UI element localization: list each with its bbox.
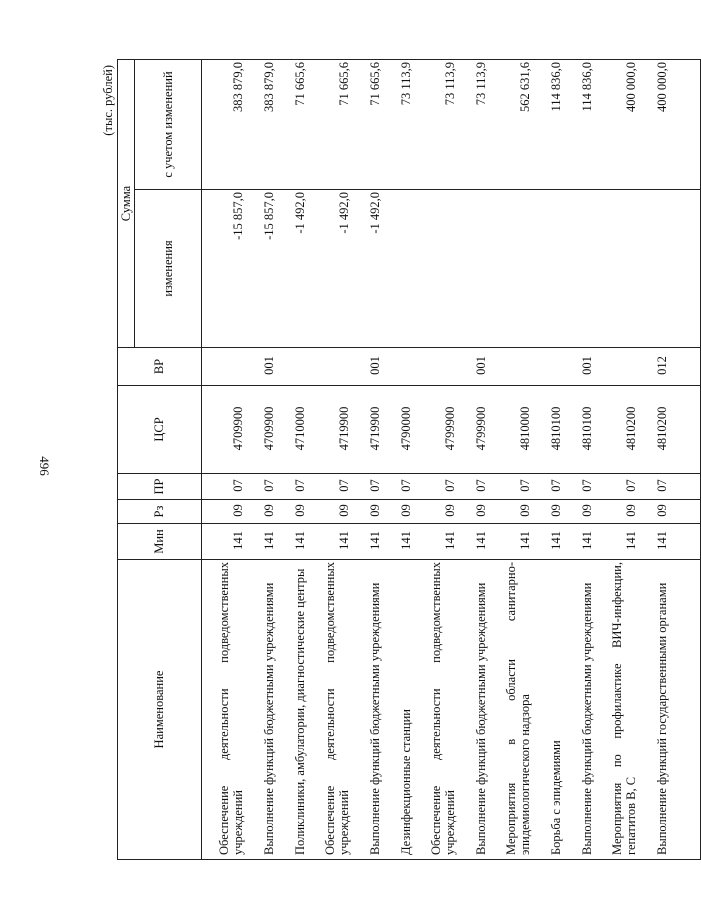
row-name: Поликлиники, амбулатории, диагностические центры (277, 560, 308, 860)
row-min: 141 (564, 524, 595, 560)
filler-cell (670, 560, 701, 860)
row-rz: 09 (458, 500, 489, 524)
row-pr: 07 (277, 474, 308, 500)
filler-cell (670, 348, 701, 386)
row-rz: 09 (414, 500, 458, 524)
table-row (458, 60, 489, 860)
row-rz: 09 (489, 500, 533, 524)
row-change (533, 190, 564, 348)
row-rz: 09 (533, 500, 564, 524)
row-name: Мероприятия в области санитарно-эпидемиологического надзора (489, 560, 533, 860)
row-name: Выполнение функций бюджетными учреждениями (458, 560, 489, 860)
row-min: 141 (639, 524, 670, 560)
row-name: Выполнение функций бюджетными учреждениями (564, 560, 595, 860)
row-min: 141 (533, 524, 564, 560)
header-csr: ЦСР (118, 386, 202, 474)
filler-cell (670, 500, 701, 524)
row-csr: 4710000 (277, 386, 308, 474)
rotated-table-page (100, 60, 670, 860)
row-vr (595, 348, 639, 386)
row-csr: 4810200 (595, 386, 639, 474)
row-min: 141 (489, 524, 533, 560)
budget-table (117, 59, 701, 860)
row-vr (202, 348, 246, 386)
row-min: 141 (458, 524, 489, 560)
row-name: Борьба с эпидемиями (533, 560, 564, 860)
row-change: -1 492,0 (277, 190, 308, 348)
row-change: -1 492,0 (308, 190, 352, 348)
row-csr: 4709900 (202, 386, 246, 474)
table-row (533, 60, 564, 860)
row-pr: 07 (352, 474, 383, 500)
row-change: -15 857,0 (202, 190, 246, 348)
row-rz: 09 (383, 500, 414, 524)
row-name: Мероприятия по профилактике ВИЧ-инфекции, гепатитов В, С (595, 560, 639, 860)
row-csr: 4719900 (352, 386, 383, 474)
row-min: 141 (595, 524, 639, 560)
row-rz: 09 (564, 500, 595, 524)
filler-cell (670, 190, 701, 348)
row-with-change: 400 000,0 (595, 60, 639, 190)
row-with-change: 71 665,6 (308, 60, 352, 190)
row-with-change: 114 836,0 (564, 60, 595, 190)
row-name: Обеспечение деятельности подведомственных учреждений (202, 560, 246, 860)
row-change (564, 190, 595, 348)
row-change (595, 190, 639, 348)
row-vr (414, 348, 458, 386)
row-rz: 09 (277, 500, 308, 524)
row-rz: 09 (202, 500, 246, 524)
header-pr: ПР (118, 474, 202, 500)
filler-cell (670, 474, 701, 500)
row-min: 141 (383, 524, 414, 560)
unit-caption: (тыс. рублей) (101, 65, 115, 136)
row-vr: 012 (639, 348, 670, 386)
row-vr (308, 348, 352, 386)
row-pr: 07 (383, 474, 414, 500)
row-min: 141 (308, 524, 352, 560)
table-body (202, 60, 701, 860)
table-row (383, 60, 414, 860)
row-change (414, 190, 458, 348)
row-vr: 001 (458, 348, 489, 386)
row-csr: 4810000 (489, 386, 533, 474)
header-row-1 (118, 60, 135, 860)
header-name: Наименование (118, 560, 202, 860)
table-row (246, 60, 277, 860)
row-with-change: 400 000,0 (639, 60, 670, 190)
row-vr (383, 348, 414, 386)
row-rz: 09 (352, 500, 383, 524)
row-with-change: 73 113,9 (458, 60, 489, 190)
row-csr: 4719900 (308, 386, 352, 474)
header-change: изменения (135, 190, 202, 348)
header-sum: Сумма (118, 60, 135, 348)
row-min: 141 (414, 524, 458, 560)
row-pr: 07 (246, 474, 277, 500)
row-pr: 07 (533, 474, 564, 500)
row-change: -15 857,0 (246, 190, 277, 348)
table-filler-row (670, 60, 701, 860)
header-vr: ВР (118, 348, 202, 386)
row-change (458, 190, 489, 348)
row-change (383, 190, 414, 348)
row-with-change: 71 665,6 (352, 60, 383, 190)
row-change: -1 492,0 (352, 190, 383, 348)
header-with-change: с учетом изменений (135, 60, 202, 190)
filler-cell (670, 524, 701, 560)
row-name: Дезинфекционные станции (383, 560, 414, 860)
row-name: Обеспечение деятельности подведомственных учреждений (308, 560, 352, 860)
row-with-change: 114 836,0 (533, 60, 564, 190)
row-csr: 4799900 (414, 386, 458, 474)
row-change (489, 190, 533, 348)
table-row (352, 60, 383, 860)
row-csr: 4799900 (458, 386, 489, 474)
row-with-change: 562 631,6 (489, 60, 533, 190)
filler-cell (670, 60, 701, 190)
row-csr: 4810100 (533, 386, 564, 474)
header-min: Мин (118, 524, 202, 560)
row-name: Обеспечение деятельности подведомственных учреждений (414, 560, 458, 860)
row-pr: 07 (639, 474, 670, 500)
row-csr: 4810100 (564, 386, 595, 474)
row-min: 141 (202, 524, 246, 560)
row-pr: 07 (414, 474, 458, 500)
row-min: 141 (246, 524, 277, 560)
header-rz: Рз (118, 500, 202, 524)
row-with-change: 383 879,0 (202, 60, 246, 190)
row-with-change: 73 113,9 (414, 60, 458, 190)
row-name: Выполнение функций бюджетными учреждениями (246, 560, 277, 860)
table-row (595, 60, 639, 860)
row-rz: 09 (595, 500, 639, 524)
row-pr: 07 (489, 474, 533, 500)
row-min: 141 (277, 524, 308, 560)
table-row (277, 60, 308, 860)
row-change (639, 190, 670, 348)
row-pr: 07 (308, 474, 352, 500)
page-number: 496 (36, 456, 52, 476)
row-rz: 09 (639, 500, 670, 524)
row-vr: 001 (246, 348, 277, 386)
filler-cell (670, 386, 701, 474)
row-csr: 4810200 (639, 386, 670, 474)
row-pr: 07 (564, 474, 595, 500)
row-with-change: 73 113,9 (383, 60, 414, 190)
table-row (564, 60, 595, 860)
table-row (414, 60, 458, 860)
row-vr: 001 (564, 348, 595, 386)
row-vr (277, 348, 308, 386)
row-vr: 001 (352, 348, 383, 386)
row-csr: 4709900 (246, 386, 277, 474)
row-name: Выполнение функций государственными органами (639, 560, 670, 860)
row-name: Выполнение функций бюджетными учреждениями (352, 560, 383, 860)
row-pr: 07 (595, 474, 639, 500)
row-pr: 07 (458, 474, 489, 500)
row-vr (489, 348, 533, 386)
row-with-change: 383 879,0 (246, 60, 277, 190)
row-vr (533, 348, 564, 386)
table-row (202, 60, 246, 860)
row-pr: 07 (202, 474, 246, 500)
row-rz: 09 (246, 500, 277, 524)
table-row (639, 60, 670, 860)
row-with-change: 71 665,6 (277, 60, 308, 190)
row-min: 141 (352, 524, 383, 560)
row-rz: 09 (308, 500, 352, 524)
row-csr: 4790000 (383, 386, 414, 474)
table-row (308, 60, 352, 860)
table-row (489, 60, 533, 860)
